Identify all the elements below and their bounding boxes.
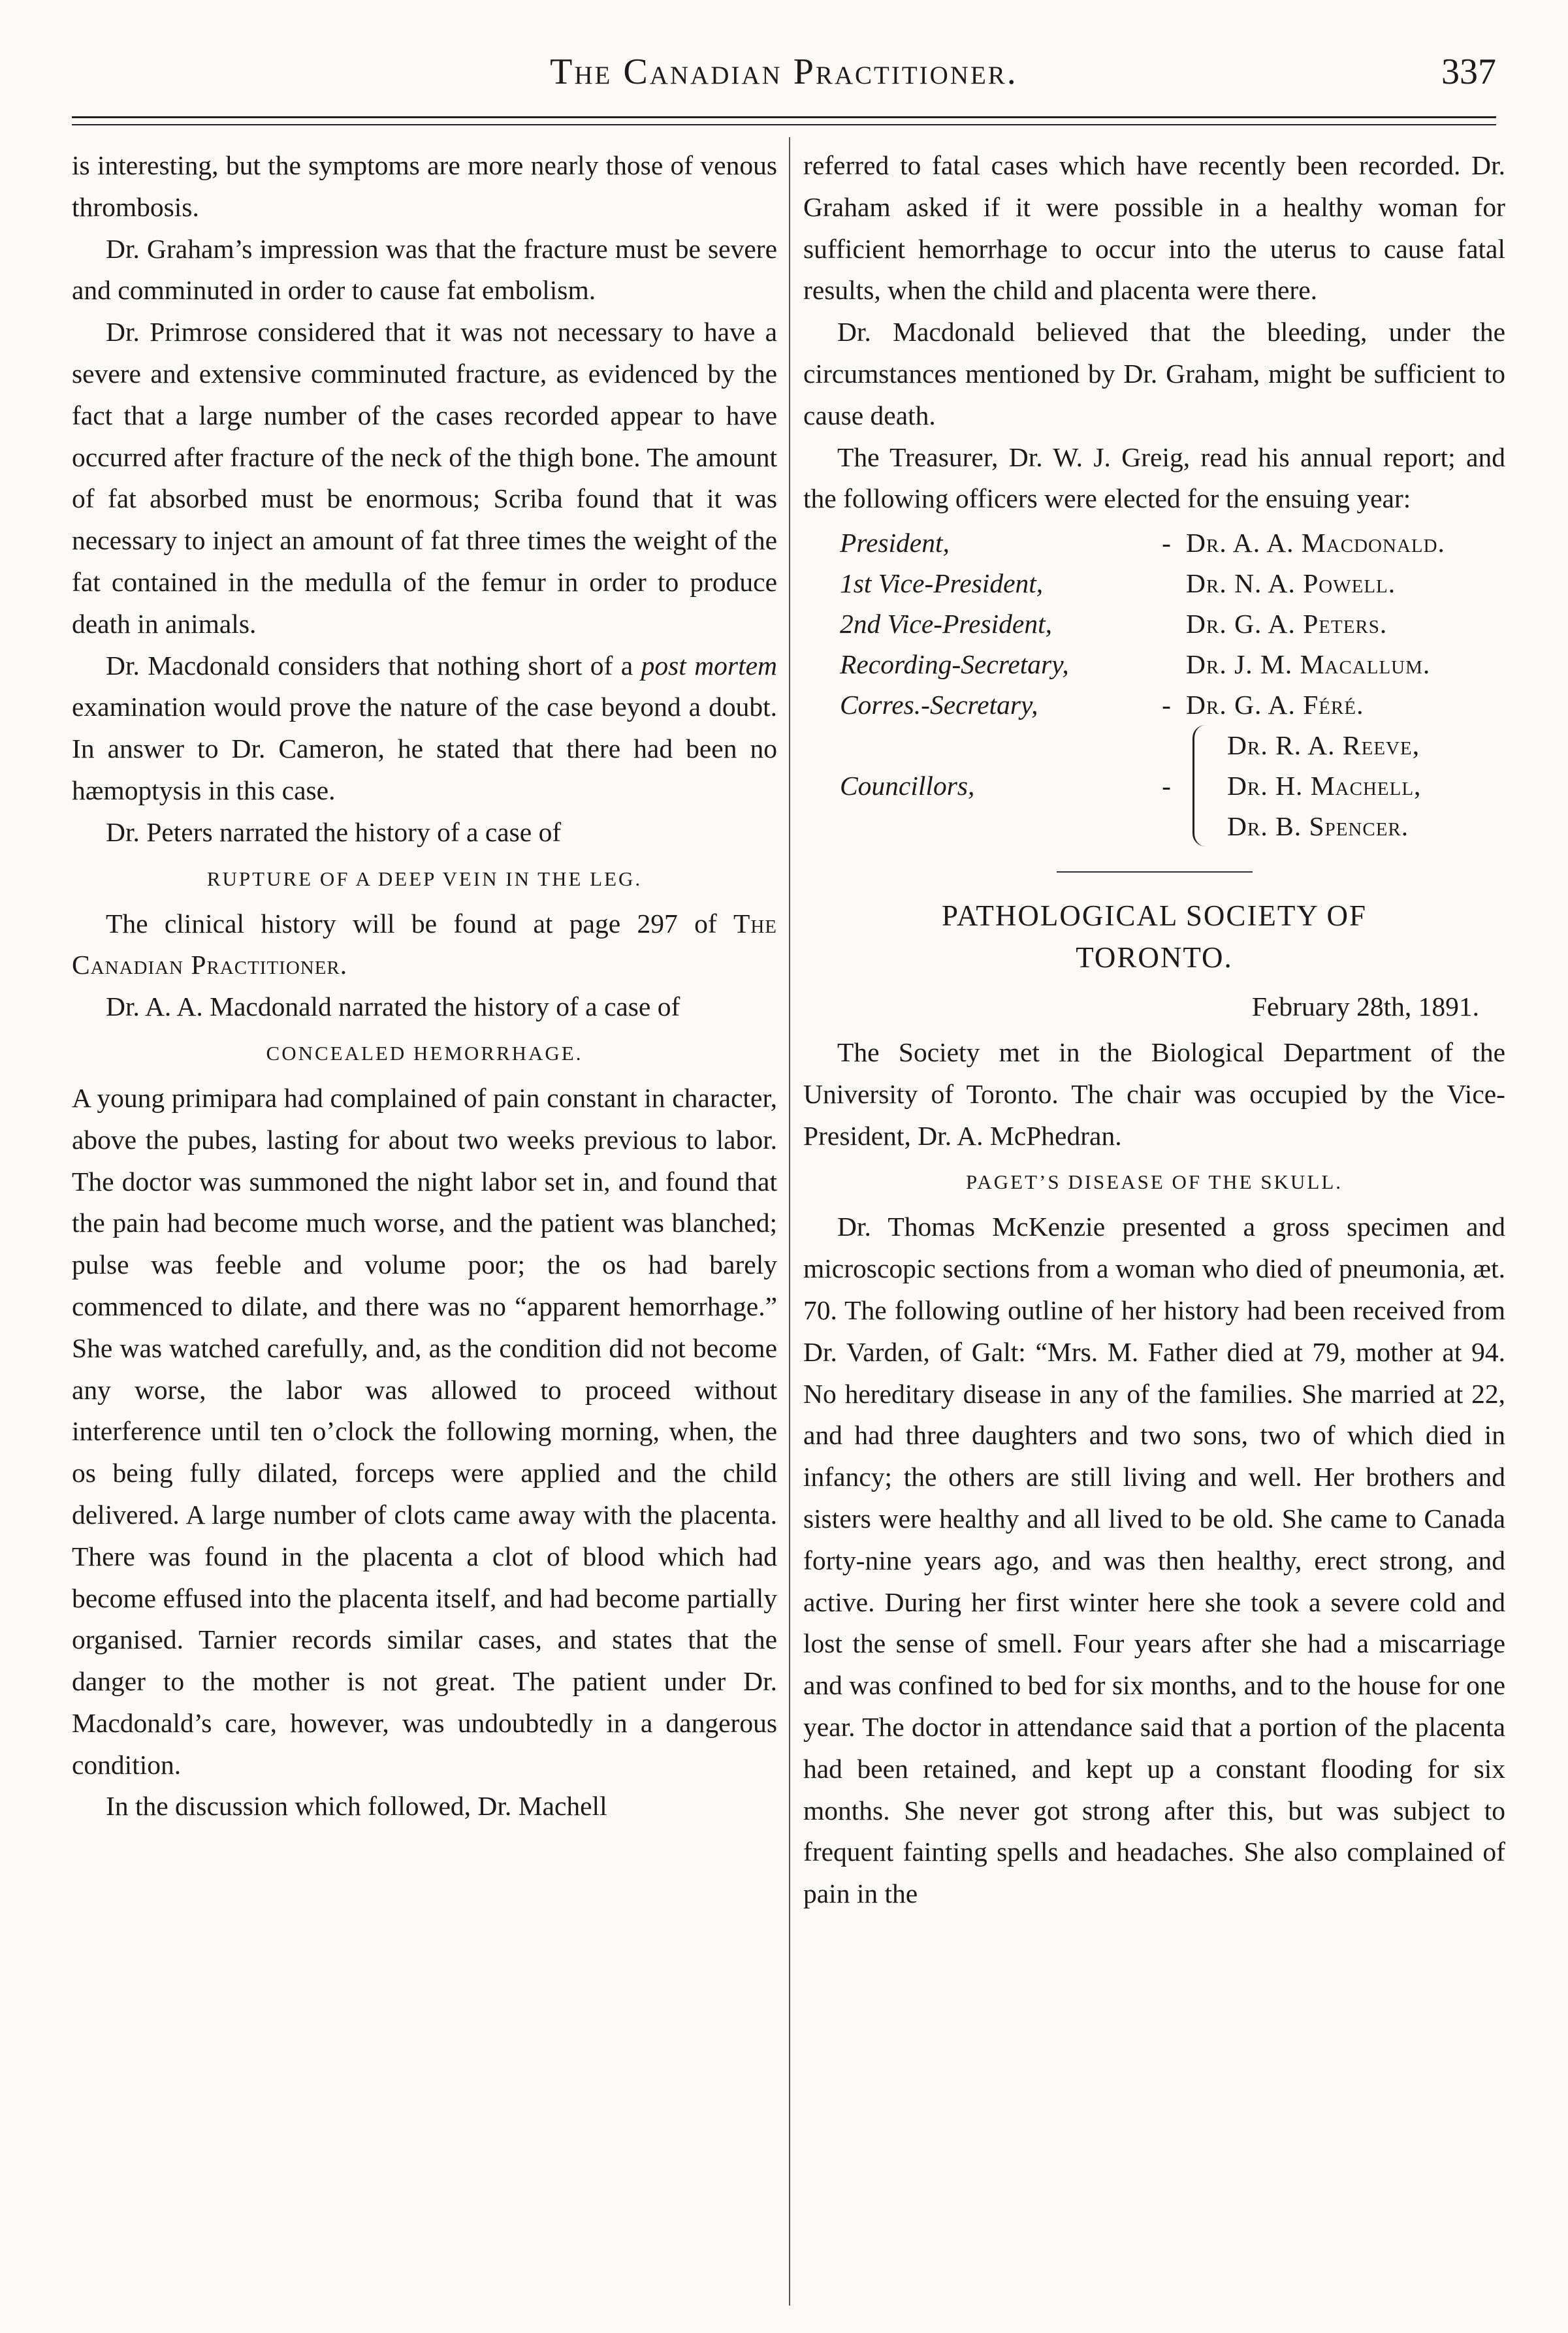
councillor-name: Dr. H. Machell, <box>1227 771 1422 801</box>
column-divider <box>789 137 790 2306</box>
paragraph: Dr. Peters narrated the history of a case of <box>106 816 562 847</box>
section-rule <box>1057 871 1253 873</box>
officer-role: 2nd Vice-President, <box>840 609 1052 639</box>
officer-row <box>840 563 1505 603</box>
officer-name: Dr. N. A. Powell. <box>1186 568 1396 599</box>
officer-row <box>840 523 1505 563</box>
officer-name: Dr. G. A. Féré. <box>1186 690 1364 720</box>
councillor-names <box>1227 725 1421 846</box>
left-column <box>72 145 777 1827</box>
right-column <box>803 145 1505 1915</box>
officer-name: Dr. J. M. Macallum. <box>1186 649 1431 680</box>
meeting-date: February 28th, 1891. <box>1251 991 1479 1022</box>
brace-mark <box>1192 725 1227 846</box>
officer-role: Recording-Secretary, <box>840 649 1069 680</box>
officer-dash: - <box>1162 528 1171 558</box>
officer-row <box>840 644 1505 684</box>
officer-dash <box>1147 644 1186 684</box>
paragraph: Dr. Graham’s impression was that the fracture must be severe and comminuted in order to cause fat embolism. <box>72 233 777 306</box>
running-title: The Canadian Practitioner. <box>550 52 1018 92</box>
officer-dash: - <box>1162 690 1171 720</box>
paragraph: A young primipara had complained of pain constant in character, above the pubes, lasting for about two weeks previous to labor. The doctor was summoned the night labor set in, and found that the pain had become much worse, and the patient was blanched; pulse was feeble and volume poor; the os had barely commenced to dilate, and there was no “apparent hemorrhage.” She was watched carefully, and, as the condition did not become any worse, the labor was allowed to proceed without interference until ten o’clock the following morning, when, the os being fully dilated, forceps were applied and the child delivered. A large number of clots came away with the placenta. There was found in the placenta a clot of blood which had become effused into the placenta itself, and had become partially organised. Tarnier records similar cases, and states that the danger to the mother is not great. The patient under Dr. Macdonald’s care, however, was undoubtedly in a dangerous condition. <box>72 1082 777 1780</box>
officer-dash <box>1147 603 1186 644</box>
officer-row <box>840 684 1505 725</box>
officers-list <box>840 523 1505 846</box>
councillors-row <box>840 725 1505 846</box>
text-span: examination would prove the nature of the case beyond a doubt. In answer to Dr. Cameron, he stated that there had been no hæmoptysis in this case. <box>72 692 777 805</box>
officer-dash: - <box>1162 771 1171 801</box>
officer-name: Dr. A. A. Macdonald. <box>1186 528 1445 558</box>
paragraph: Dr. A. A. Macdonald narrated the history of a case of <box>106 991 680 1022</box>
officer-dash <box>1147 563 1186 603</box>
paragraph: The Society met in the Biological Department of the University of Toronto. The chair was occupied by the Vice-President, Dr. A. McPhedran. <box>803 1037 1505 1151</box>
section-subheading: RUPTURE OF A DEEP VEIN IN THE LEG. <box>206 867 643 890</box>
paragraph: The Treasurer, Dr. W. J. Greig, read his annual report; and the following officers were elected for the ensuing year: <box>803 442 1505 514</box>
councillor-name: Dr. B. Spencer. <box>1227 811 1409 842</box>
councillor-name: Dr. R. A. Reeve, <box>1227 730 1420 761</box>
paragraph: referred to fatal cases which have recently been recorded. Dr. Graham asked if it were possible in a healthy woman for sufficient hemorrhage to occur into the uterus to cause fatal results, when the child and placenta were there. <box>803 150 1505 306</box>
journal-name: The Canadian Practitioner. <box>72 908 777 980</box>
section-title-line: TORONTO. <box>1076 941 1233 974</box>
officer-role: 1st Vice-President, <box>840 568 1044 599</box>
paragraph: Dr. Primrose considered that it was not necessary to have a severe and extensive comminuted fracture, as evidenced by the fact that a large number of the cases recorded appear to have occurred after fracture of the neck of the thigh bone. The amount of fat absorbed must be enormous; Scriba found that it was necessary to inject an amount of fat three times the weight of the fat contained in the medulla of the femur in order to produce death in animals. <box>72 317 777 639</box>
page-number: 337 <box>1441 52 1496 92</box>
section-subheading: CONCEALED HEMORRHAGE. <box>266 1041 583 1065</box>
paragraph <box>72 645 777 812</box>
italic-phrase: post mortem <box>641 650 778 681</box>
officer-row <box>840 603 1505 644</box>
section-title-line: PATHOLOGICAL SOCIETY OF <box>941 899 1368 933</box>
header-rule-bottom <box>72 124 1496 125</box>
paragraph: In the discussion which followed, Dr. Machell <box>106 1791 607 1822</box>
paragraph: Dr. Thomas McKenzie presented a gross specimen and microscopic sections from a woman who died of pneumonia, æt. 70. The following outline of her history had been received from Dr. Varden, of Galt: “Mrs. M. Father died at 79, mother at 94. No hereditary disease in any of the families. She married at 22, and had three daughters and two sons, two of which died in infancy; the others are still living and well. Her brothers and sisters were healthy and all lived to be old. She came to Canada forty-nine years ago, and was then healthy, erect strong, and active. During her first winter here she took a severe cold and lost the sense of smell. Four years after she had a miscarriage and was confined to bed for six months, and to the house for one year. The doctor in attendance said that a portion of the placenta had been retained, and kept up a constant flooding for six months. She never got strong after this, but was subject to frequent fainting spells and headaches. She also complained of pain in the <box>803 1212 1505 1909</box>
page-header <box>72 39 1496 111</box>
officer-role: Councillors, <box>840 771 975 801</box>
section-title <box>803 895 1505 978</box>
officer-role: President, <box>840 528 950 558</box>
officer-role: Corres.-Secretary, <box>840 690 1038 720</box>
section-subheading: PAGET’S DISEASE OF THE SKULL. <box>965 1170 1343 1194</box>
text-span: Dr. Macdonald considers that nothing short of a <box>106 650 633 681</box>
paragraph: Dr. Macdonald believed that the bleeding, under the circumstances mentioned by Dr. Graham, might be sufficient to cause death. <box>803 317 1505 430</box>
paragraph <box>72 903 777 987</box>
paragraph: is interesting, but the symptoms are more nearly those of venous thrombosis. <box>72 150 777 222</box>
officer-name: Dr. G. A. Peters. <box>1186 609 1388 639</box>
header-rule-top <box>72 116 1496 118</box>
text-span: The clinical history will be found at page 297 of <box>106 908 717 939</box>
